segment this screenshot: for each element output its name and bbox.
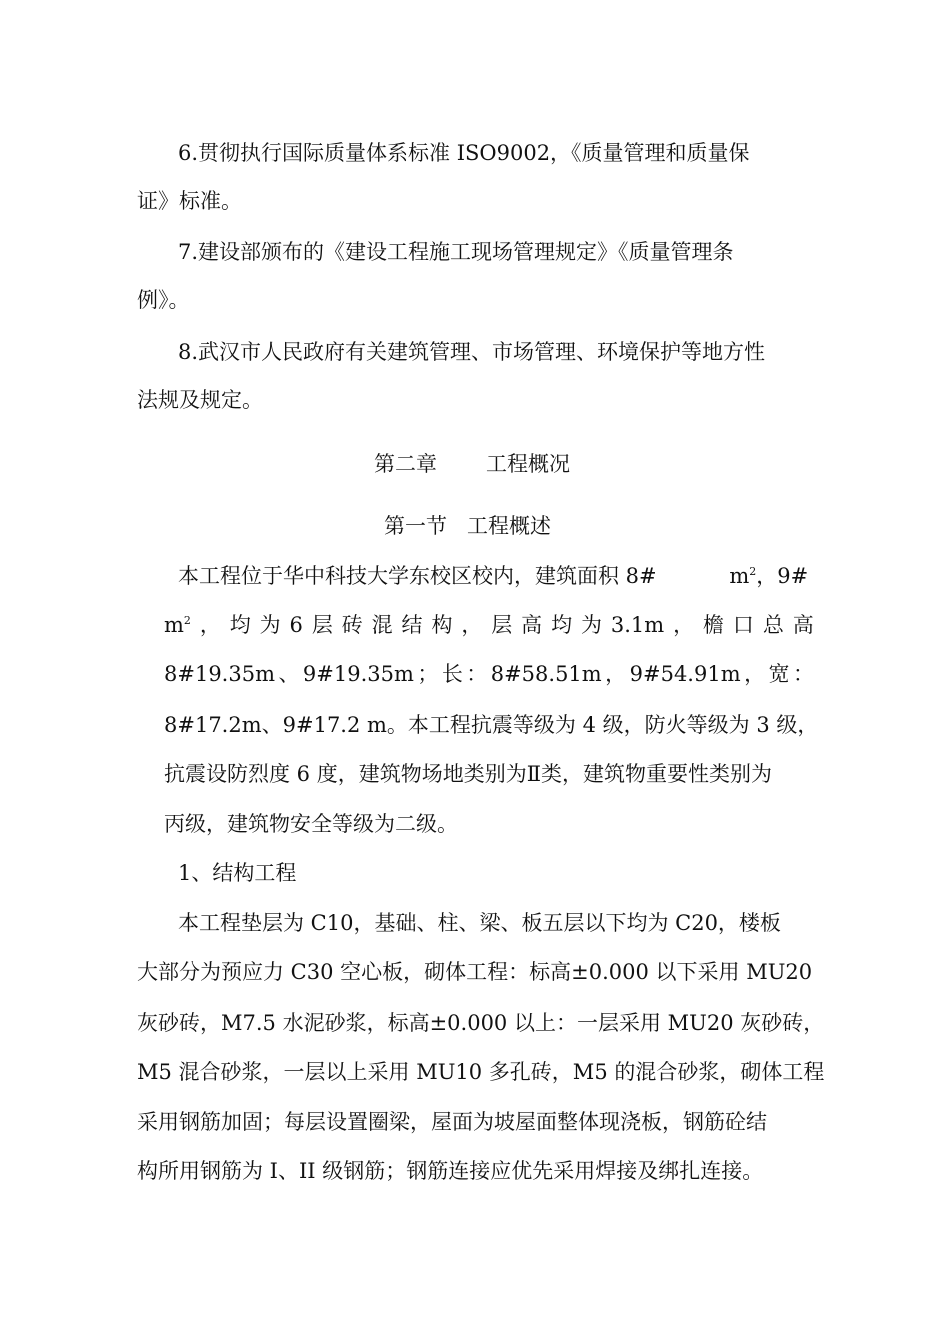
overview-line-3-token: ： <box>466 662 488 686</box>
overview-line-2-token: 总 <box>762 613 784 637</box>
overview-line-2-token: 高 <box>521 613 543 637</box>
overview-line-2-token: 结 <box>401 613 423 637</box>
item-7-line-1: 7.建设部颁布的《建设工程施工现场管理规定》《质量管理条 <box>178 240 734 264</box>
section-title: 第一节 工程概述 <box>384 514 552 538</box>
overview-line-3-token: 8#19.35m <box>164 662 275 686</box>
overview-line-1-text: 本工程位于华中科技大学东校区校内，建筑面积 8# <box>178 564 657 588</box>
overview-line-2 <box>164 611 814 639</box>
overview-line-3-token: 、 <box>278 662 300 686</box>
structure-line-1: 本工程垫层为 C10，基础、柱、梁、板五层以下均为 C20，楼板 <box>178 911 781 935</box>
overview-line-2-token: 檐 <box>703 613 725 637</box>
overview-line-3-token: 9#54.91m <box>629 662 741 686</box>
overview-line-2-token: ， <box>199 613 221 637</box>
overview-line-2-token: 6 <box>289 613 303 637</box>
overview-line-3-token: ： <box>792 662 814 686</box>
overview-line-2-token: 层 <box>311 613 333 637</box>
structure-line-2: 大部分为预应力 C30 空心板，砌体工程：标高±0.000 以下采用 MU20 <box>137 960 813 984</box>
overview-line-2-token: 层 <box>491 613 513 637</box>
overview-line-2-token: ， <box>673 613 695 637</box>
overview-line-2-token: 混 <box>371 613 393 637</box>
structure-line-6: 构所用钢筋为 I、II 级钢筋；钢筋连接应优先采用焊接及绑扎连接。 <box>137 1159 764 1183</box>
overview-line-3-token: ， <box>744 662 766 686</box>
overview-line-2-token: 口 <box>732 613 754 637</box>
overview-line-2-token: 均 <box>551 613 573 637</box>
overview-line-2-token: 为 <box>580 613 602 637</box>
item-8-line-2: 法规及规定。 <box>137 388 263 412</box>
chapter-title: 工程概况 <box>486 452 570 476</box>
structure-heading: 1、结构工程 <box>178 861 297 885</box>
overview-line-3-token: 8#58.51m <box>490 662 602 686</box>
area-unit-2: $m^2$ <box>164 613 191 637</box>
overview-line-6: 丙级，建筑物安全等级为二级。 <box>164 812 458 836</box>
overview-line-3-token: ； <box>417 662 439 686</box>
overview-line-1 <box>178 562 808 590</box>
item-7-line-2: 例》。 <box>137 288 190 312</box>
chapter-number: 第二章 <box>374 452 437 476</box>
overview-line-2-token: 高 <box>792 613 814 637</box>
overview-line-3-token: 宽 <box>768 662 790 686</box>
structure-line-3: 灰砂砖，M7.5 水泥砂浆，标高±0.000 以上：一层采用 MU20 灰砂砖， <box>137 1011 825 1035</box>
overview-line-3-token: ， <box>605 662 627 686</box>
item-8-line-1: 8.武汉市人民政府有关建筑管理、市场管理、环境保护等地方性 <box>178 340 766 364</box>
overview-line-3-token: 长 <box>441 662 463 686</box>
overview-line-1-tail: ，9# <box>756 564 809 588</box>
overview-line-2-token: 3.1m <box>610 613 665 637</box>
structure-line-4: M5 混合砂浆，一层以上采用 MU10 多孔砖，M5 的混合砂浆，砌体工程 <box>137 1060 825 1084</box>
overview-line-2-token: ， <box>461 613 483 637</box>
item-6-line-2: 证》标准。 <box>137 189 242 213</box>
structure-line-5: 采用钢筋加固；每层设置圈梁，屋面为坡屋面整体现浇板，钢筋砼结 <box>137 1110 767 1134</box>
overview-line-4: 8#17.2m、9#17.2 m。本工程抗震等级为 4 级，防火等级为 3 级， <box>164 713 819 737</box>
overview-line-2-token: 构 <box>431 613 453 637</box>
item-6-line-1: 6.贯彻执行国际质量体系标准 ISO9002，《质量管理和质量保 <box>178 141 750 165</box>
overview-line-2-token: 砖 <box>341 613 363 637</box>
overview-line-2-token: 为 <box>259 613 281 637</box>
overview-line-3-token: 9#19.35m <box>302 662 414 686</box>
overview-line-2-token: 均 <box>229 613 251 637</box>
overview-line-3 <box>164 660 814 688</box>
area-unit: $m^2$ <box>729 564 757 588</box>
overview-line-5: 抗震设防烈度 6 度，建筑物场地类别为Ⅱ类，建筑物重要性类别为 <box>164 762 772 786</box>
